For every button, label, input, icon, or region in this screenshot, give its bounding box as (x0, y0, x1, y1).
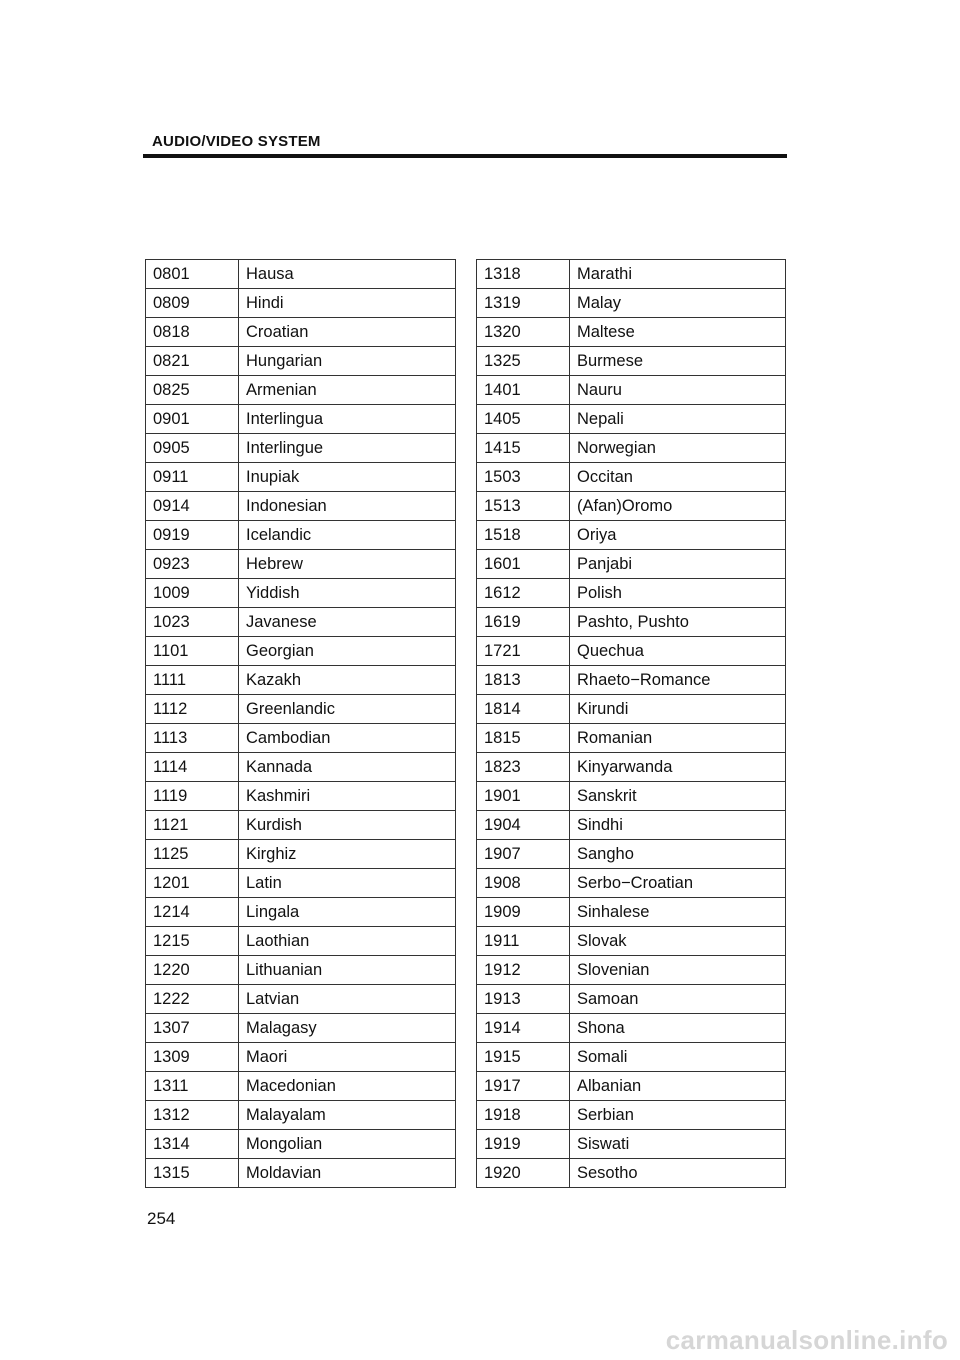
language-code: 1909 (477, 898, 570, 927)
language-name: Lithuanian (239, 956, 456, 985)
language-code: 1415 (477, 434, 570, 463)
language-name: Sinhalese (570, 898, 786, 927)
language-name: Slovak (570, 927, 786, 956)
language-name: Sanskrit (570, 782, 786, 811)
language-code: 1315 (146, 1159, 239, 1188)
language-name: Moldavian (239, 1159, 456, 1188)
table-row (477, 376, 786, 405)
language-code: 1023 (146, 608, 239, 637)
table-row (477, 782, 786, 811)
table-row (477, 956, 786, 985)
language-code-table-left (145, 259, 456, 1188)
table-row (477, 608, 786, 637)
language-name: Interlingue (239, 434, 456, 463)
table-row (146, 1072, 456, 1101)
language-name: Yiddish (239, 579, 456, 608)
language-code: 1815 (477, 724, 570, 753)
language-name: Polish (570, 579, 786, 608)
language-code: 1503 (477, 463, 570, 492)
language-name: Kirundi (570, 695, 786, 724)
table-row (146, 985, 456, 1014)
language-name: Kinyarwanda (570, 753, 786, 782)
language-name: Lingala (239, 898, 456, 927)
language-code: 1119 (146, 782, 239, 811)
language-name: Macedonian (239, 1072, 456, 1101)
section-title: AUDIO/VIDEO SYSTEM (152, 133, 321, 150)
language-code: 1121 (146, 811, 239, 840)
language-name: Sangho (570, 840, 786, 869)
table-row (477, 434, 786, 463)
table-row (146, 405, 456, 434)
table-row (477, 1101, 786, 1130)
table-row (146, 753, 456, 782)
table-row (146, 637, 456, 666)
language-code: 1907 (477, 840, 570, 869)
language-name: Samoan (570, 985, 786, 1014)
page-number: 254 (147, 1209, 176, 1228)
language-code: 1312 (146, 1101, 239, 1130)
language-code: 1721 (477, 637, 570, 666)
language-code: 1518 (477, 521, 570, 550)
language-name: Greenlandic (239, 695, 456, 724)
table-row (477, 260, 786, 289)
language-name: Laothian (239, 927, 456, 956)
language-code: 1201 (146, 869, 239, 898)
language-code: 1009 (146, 579, 239, 608)
language-code: 1320 (477, 318, 570, 347)
watermark: carmanualsonline.info (665, 1325, 948, 1355)
language-code: 1101 (146, 637, 239, 666)
table-row (477, 492, 786, 521)
language-code: 0914 (146, 492, 239, 521)
table-row (146, 1159, 456, 1188)
table-row (146, 347, 456, 376)
language-code: 1813 (477, 666, 570, 695)
table-row (146, 695, 456, 724)
language-name: Oriya (570, 521, 786, 550)
table-row (146, 1101, 456, 1130)
language-name: Albanian (570, 1072, 786, 1101)
table-row (477, 898, 786, 927)
language-name: Rhaeto−Romance (570, 666, 786, 695)
language-code: 1319 (477, 289, 570, 318)
table-row (477, 811, 786, 840)
language-code: 0809 (146, 289, 239, 318)
table-row (477, 347, 786, 376)
table-row (146, 782, 456, 811)
language-code: 1901 (477, 782, 570, 811)
language-code: 1918 (477, 1101, 570, 1130)
language-code: 1908 (477, 869, 570, 898)
language-name: Kashmiri (239, 782, 456, 811)
table-row (146, 434, 456, 463)
language-name: Maltese (570, 318, 786, 347)
language-code: 1601 (477, 550, 570, 579)
language-code: 1214 (146, 898, 239, 927)
table-row (477, 318, 786, 347)
language-code: 1318 (477, 260, 570, 289)
language-code: 1125 (146, 840, 239, 869)
language-name: Latvian (239, 985, 456, 1014)
table-row (146, 579, 456, 608)
table-row (146, 550, 456, 579)
table-row (146, 521, 456, 550)
language-name: Nepali (570, 405, 786, 434)
table-row (477, 666, 786, 695)
language-code: 1222 (146, 985, 239, 1014)
language-name: Hindi (239, 289, 456, 318)
language-name: Kirghiz (239, 840, 456, 869)
language-name: Latin (239, 869, 456, 898)
table-row (146, 869, 456, 898)
language-code: 0905 (146, 434, 239, 463)
language-name: Siswati (570, 1130, 786, 1159)
language-name: Hebrew (239, 550, 456, 579)
language-code: 1920 (477, 1159, 570, 1188)
table-row (146, 840, 456, 869)
header-rule (143, 154, 787, 158)
table-row (477, 405, 786, 434)
language-code: 1911 (477, 927, 570, 956)
language-code: 0821 (146, 347, 239, 376)
language-code: 0923 (146, 550, 239, 579)
table-row (146, 811, 456, 840)
language-name: Quechua (570, 637, 786, 666)
language-code: 1113 (146, 724, 239, 753)
language-name: Armenian (239, 376, 456, 405)
table-row (477, 753, 786, 782)
language-name: Icelandic (239, 521, 456, 550)
language-name: Interlingua (239, 405, 456, 434)
language-name: Mongolian (239, 1130, 456, 1159)
table-row (146, 608, 456, 637)
table-row (146, 260, 456, 289)
language-code: 1904 (477, 811, 570, 840)
language-code: 1919 (477, 1130, 570, 1159)
language-name: Pashto, Pushto (570, 608, 786, 637)
language-name: Indonesian (239, 492, 456, 521)
language-code: 1612 (477, 579, 570, 608)
table-row (146, 1130, 456, 1159)
language-name: Norwegian (570, 434, 786, 463)
language-code: 1401 (477, 376, 570, 405)
language-name: Croatian (239, 318, 456, 347)
language-code: 1917 (477, 1072, 570, 1101)
language-code: 1111 (146, 666, 239, 695)
table-row (477, 289, 786, 318)
table-row (146, 724, 456, 753)
table-row (146, 1043, 456, 1072)
language-code: 1325 (477, 347, 570, 376)
table-row (477, 985, 786, 1014)
language-name: Sindhi (570, 811, 786, 840)
table-row (477, 724, 786, 753)
table-row (146, 898, 456, 927)
language-code-table-right (476, 259, 786, 1188)
language-name: Kazakh (239, 666, 456, 695)
table-row (146, 956, 456, 985)
table-row (146, 289, 456, 318)
table-row (146, 666, 456, 695)
language-name: Serbo−Croatian (570, 869, 786, 898)
language-name: Panjabi (570, 550, 786, 579)
language-code: 1823 (477, 753, 570, 782)
table-row (477, 521, 786, 550)
table-row (146, 492, 456, 521)
language-code: 1311 (146, 1072, 239, 1101)
language-code: 1215 (146, 927, 239, 956)
language-code: 1309 (146, 1043, 239, 1072)
language-code: 1112 (146, 695, 239, 724)
language-code: 1307 (146, 1014, 239, 1043)
language-name: Serbian (570, 1101, 786, 1130)
language-name: Malagasy (239, 1014, 456, 1043)
language-name: Shona (570, 1014, 786, 1043)
table-row (477, 637, 786, 666)
language-code: 1913 (477, 985, 570, 1014)
table-row (477, 1130, 786, 1159)
table-row (477, 1072, 786, 1101)
table-row (146, 927, 456, 956)
language-name: Cambodian (239, 724, 456, 753)
table-row (477, 550, 786, 579)
language-name: Kannada (239, 753, 456, 782)
table-row (477, 1043, 786, 1072)
language-name: Inupiak (239, 463, 456, 492)
language-name: Hausa (239, 260, 456, 289)
language-code: 1220 (146, 956, 239, 985)
language-code: 0801 (146, 260, 239, 289)
language-code: 0825 (146, 376, 239, 405)
table-row (146, 463, 456, 492)
table-row (477, 840, 786, 869)
language-code: 1513 (477, 492, 570, 521)
language-name: Malay (570, 289, 786, 318)
language-name: Georgian (239, 637, 456, 666)
language-code: 0911 (146, 463, 239, 492)
table-row (146, 1014, 456, 1043)
language-code: 1314 (146, 1130, 239, 1159)
language-code: 1914 (477, 1014, 570, 1043)
language-name: Sesotho (570, 1159, 786, 1188)
language-code: 1619 (477, 608, 570, 637)
table-row (477, 1159, 786, 1188)
table-row (477, 463, 786, 492)
language-name: Romanian (570, 724, 786, 753)
language-code: 1915 (477, 1043, 570, 1072)
language-name: Somali (570, 1043, 786, 1072)
table-row (477, 1014, 786, 1043)
language-name: (Afan)Oromo (570, 492, 786, 521)
language-name: Javanese (239, 608, 456, 637)
language-code: 0901 (146, 405, 239, 434)
language-code: 0818 (146, 318, 239, 347)
language-code: 1814 (477, 695, 570, 724)
language-name: Malayalam (239, 1101, 456, 1130)
language-code: 0919 (146, 521, 239, 550)
table-row (477, 579, 786, 608)
language-name: Burmese (570, 347, 786, 376)
language-code: 1912 (477, 956, 570, 985)
table-row (477, 869, 786, 898)
table-row (477, 695, 786, 724)
language-name: Kurdish (239, 811, 456, 840)
table-row (477, 927, 786, 956)
language-name: Occitan (570, 463, 786, 492)
language-name: Marathi (570, 260, 786, 289)
language-name: Hungarian (239, 347, 456, 376)
language-code: 1405 (477, 405, 570, 434)
language-name: Nauru (570, 376, 786, 405)
table-row (146, 376, 456, 405)
table-row (146, 318, 456, 347)
language-name: Maori (239, 1043, 456, 1072)
language-name: Slovenian (570, 956, 786, 985)
language-code: 1114 (146, 753, 239, 782)
